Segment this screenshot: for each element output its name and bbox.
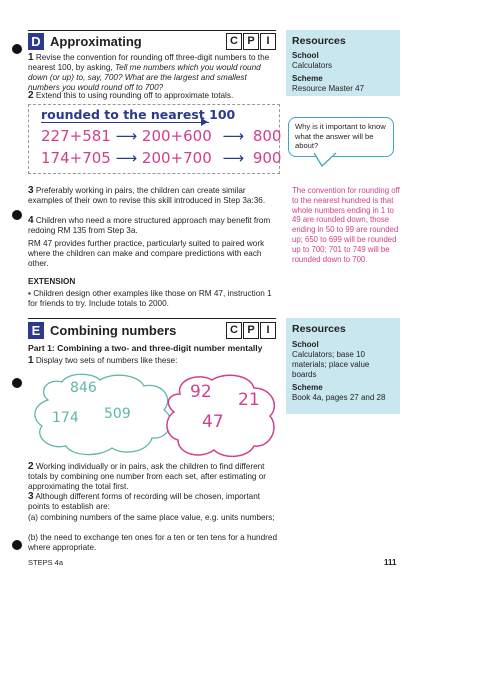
resources-school-heading: School xyxy=(292,51,319,60)
part-1-heading: Part 1: Combining a two- and three-digit number mentally xyxy=(28,343,263,353)
section-title: Approximating xyxy=(50,34,142,49)
board-row-2 xyxy=(41,149,281,167)
extension-heading: EXTENSION xyxy=(28,277,76,286)
resources-school-text: Calculators; base 10 materials; place value boards xyxy=(292,350,370,379)
cpi-badge-i: I xyxy=(260,33,276,50)
board-underline xyxy=(41,122,209,123)
section-divider xyxy=(28,30,276,31)
speech-tail-icon xyxy=(312,152,342,168)
binder-hole xyxy=(12,540,22,550)
cloud-1-number: 174 xyxy=(52,410,79,426)
resources-scheme-text: Resource Master 47 xyxy=(292,84,365,93)
bullet-icon: ▪ xyxy=(28,289,31,298)
sum: 227+581 xyxy=(41,127,111,145)
section-letter: E xyxy=(28,322,44,339)
cpi-badge-i: I xyxy=(260,322,276,339)
section-d-header xyxy=(28,33,276,51)
total: 900 xyxy=(252,149,282,167)
cpi-badge-p: P xyxy=(243,33,259,50)
section-title: Combining numbers xyxy=(50,323,177,338)
resources-school-text: Calculators xyxy=(292,61,333,70)
resources-scheme-heading: Scheme xyxy=(292,383,323,392)
step-3-text: 3 Preferably working in pairs, the children can create similar examples of their own to revise this skill introduced in Step 3a:36. xyxy=(28,185,266,205)
step-2-text: 2 Working individually or in pairs, ask the children to find different totals by combining one number from each set, after estimating or approximating the total first. xyxy=(28,461,267,491)
sum: 174+705 xyxy=(41,149,111,167)
approx: 200+600 xyxy=(141,127,212,145)
cloud-1-number: 846 xyxy=(70,380,97,396)
arrow-icon: ⟶ xyxy=(115,127,138,145)
board-row-1 xyxy=(41,127,281,145)
cloud-2-number: 21 xyxy=(238,390,260,410)
underline-arrow-icon xyxy=(201,118,208,126)
rounding-convention-note: The convention for rounding off to the nearest hundred is that whole numbers ending in 1 to 49 are rounded down, those ending in 50 to 99 are rounded up; 650 to 699 will be rounded up to 700; 701 to 749 will be rounded down to 700. xyxy=(292,186,400,264)
resources-scheme-heading: Scheme xyxy=(292,74,323,83)
step-1-text: 1 Display two sets of numbers like these: xyxy=(28,355,178,366)
arrow-icon: ⟶ xyxy=(115,149,138,167)
binder-hole xyxy=(12,378,22,388)
section-e-header xyxy=(28,322,276,340)
resources-school-heading: School xyxy=(292,340,319,349)
arrow-icon: ⟶ xyxy=(222,127,245,145)
approx: 200+700 xyxy=(141,149,212,167)
resources-scheme-text: Book 4a, pages 27 and 28 xyxy=(292,393,386,402)
worked-example-board xyxy=(28,104,280,174)
step-3-text: 3 Although different forms of recording will be chosen, important points to establish are: xyxy=(28,491,261,511)
step-4-text: 4 Children who need a more structured approach may benefit from redoing RM 135 from Step 3a. xyxy=(28,215,271,235)
footer-book-title: STEPS 4a xyxy=(28,558,64,567)
point-b: (b) the need to exchange ten ones for a ten or ten tens for a hundred where appropriate. xyxy=(28,533,277,552)
speech-bubble-text: Why is it important to know what the answer will be about? xyxy=(295,122,386,150)
resources-title: Resources xyxy=(292,35,346,47)
total: 800 xyxy=(252,127,282,145)
board-heading: rounded to the nearest 100 xyxy=(41,107,236,122)
arrow-icon: ⟶ xyxy=(222,149,245,167)
binder-hole xyxy=(12,44,22,54)
cloud-2-number: 47 xyxy=(202,412,224,432)
section-divider xyxy=(28,318,276,319)
cpi-badge-c: C xyxy=(226,33,242,50)
point-a: (a) combining numbers of the same place value, e.g. units numbers; xyxy=(28,513,275,522)
resources-panel-d xyxy=(286,30,400,96)
resources-panel-e xyxy=(286,318,400,414)
step-2-text: 2 Extend this to using rounding off to approximate totals. xyxy=(28,90,234,101)
rm47-text: RM 47 provides further practice, particularly suited to paired work where the children can make and compare predictions with each other. xyxy=(28,239,265,268)
page-number: 111 xyxy=(384,558,397,567)
binder-hole xyxy=(12,210,22,220)
speech-bubble xyxy=(288,117,394,157)
section-letter: D xyxy=(28,33,44,50)
cpi-badge-p: P xyxy=(243,322,259,339)
resources-title: Resources xyxy=(292,323,346,335)
cloud-1-number: 509 xyxy=(104,406,131,422)
extension-text: ▪ Children design other examples like those on RM 47, instruction 1 for friends to try. Include totals to 2000. xyxy=(28,289,272,308)
cloud-2-number: 92 xyxy=(190,382,212,402)
step-1-text: 1 Revise the convention for rounding off three-digit numbers to the nearest 100, by asking, Tell me numbers which you would round down (or up) to, say, 700? What are the largest and smallest numbers you would round off to 700? xyxy=(28,52,270,92)
cpi-badge-c: C xyxy=(226,322,242,339)
